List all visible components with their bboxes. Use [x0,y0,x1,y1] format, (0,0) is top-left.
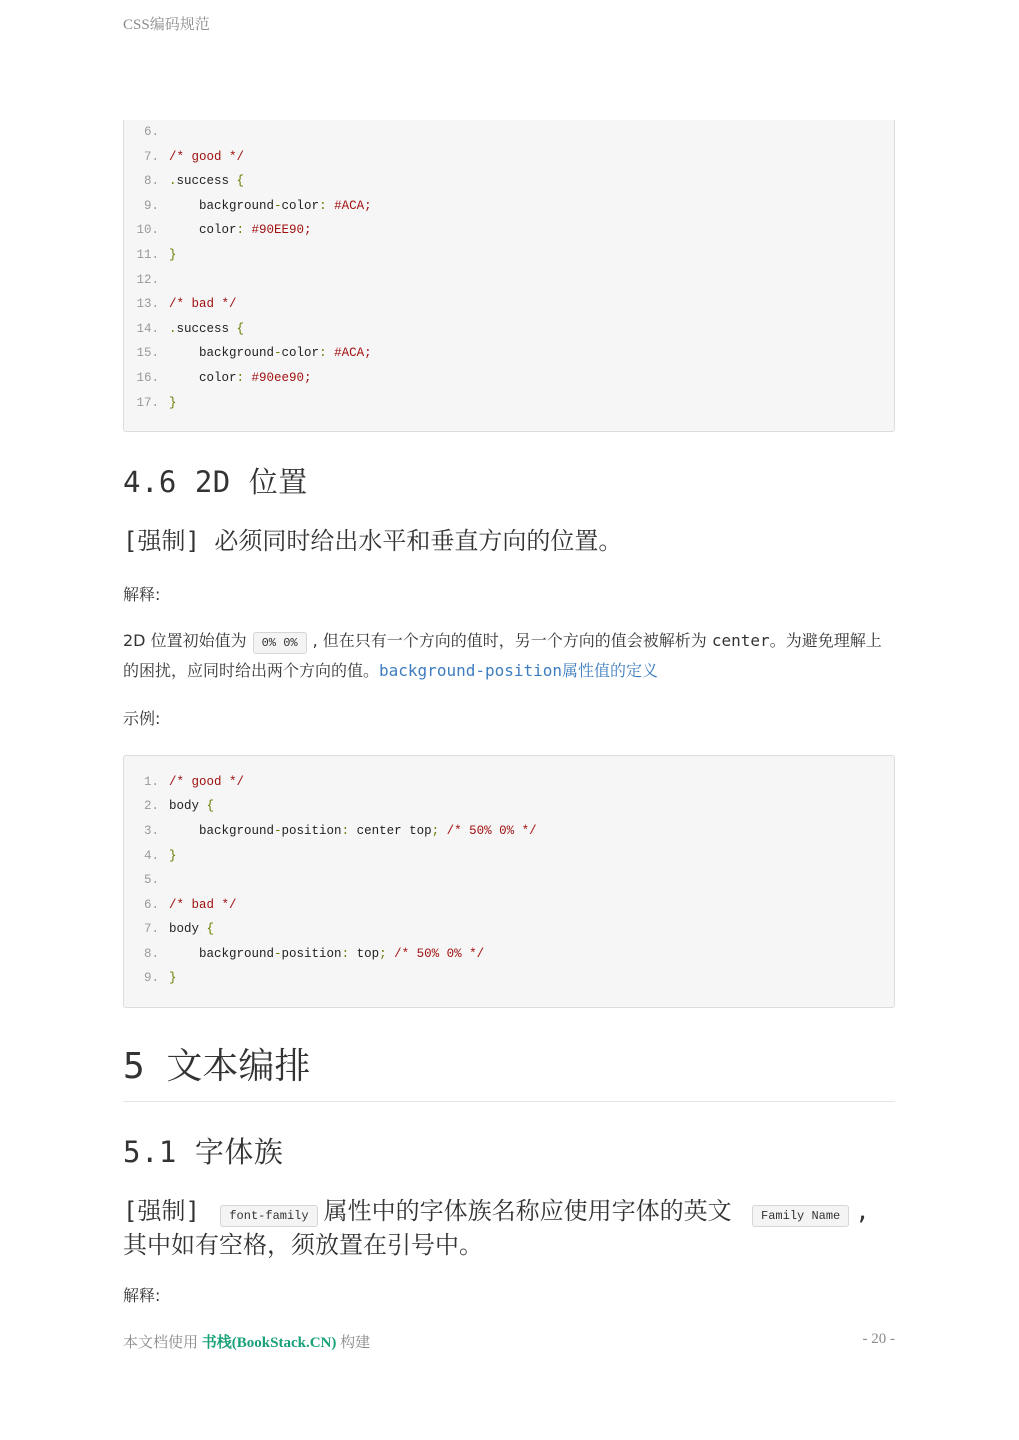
code-token: : [319,198,335,213]
rule-text-b: , [855,1197,870,1226]
line-number: 11. [136,247,159,262]
code-line [124,341,894,366]
rule-heading-2d-position [123,525,895,559]
line-number: 9. [143,971,159,986]
code-token: /* good */ [169,149,245,164]
code-line [124,844,894,869]
inline-code-family-name: Family Name [752,1205,849,1227]
code-line [124,243,894,268]
code-line [124,770,894,795]
code-token: } [169,395,177,410]
code-line [124,194,894,219]
code-token: background [169,198,275,213]
code-line [124,268,894,293]
code-token: - [274,198,282,213]
inline-center: center [711,630,770,650]
code-line [124,292,894,317]
code-token: #ACA; [334,198,372,213]
code-token: - [274,346,282,361]
code-line [124,169,894,194]
code-token: : [236,223,252,238]
code-token: : [236,370,252,385]
footer-prefix: 本文档使用 [123,1335,199,1351]
code-token: color [281,198,320,213]
code-token: - [274,823,282,838]
paragraph-text-b: , 但在只有一个方向的值时，另一个方向的值会被解析为 [312,630,707,650]
chapter-heading-5: 5 文本编排 [123,1038,895,1102]
code-line [124,893,894,918]
background-position-link[interactable]: background-position属性值的定义 [379,660,659,680]
code-line [124,942,894,967]
code-token: } [169,247,177,262]
example-label: 示例: [123,708,161,728]
line-number: 4. [143,848,159,863]
code-block-color-example [123,120,895,432]
code-token: center top [356,823,432,838]
code-token: { [206,922,215,937]
rule-text-a: 属性中的字体族名称应使用字体的英文 [323,1197,732,1226]
code-token: : [319,346,335,361]
code-line [124,366,894,391]
code-token: top [356,946,380,961]
line-number: 17. [136,395,159,410]
line-number: 16. [136,370,159,385]
code-token: #90ee90; [251,370,312,385]
line-number: 1. [143,774,159,789]
code-token: body [169,922,207,937]
code-token: success [176,321,237,336]
code-token: /* bad */ [169,297,237,312]
section-heading-4-6: 4.6 2D 位置 [123,465,308,500]
code-line [124,966,894,991]
code-token: /* 50% 0% */ [446,823,537,838]
running-header: CSS编码规范 [123,17,210,33]
inline-code-font-family: font-family [220,1205,317,1227]
code-line [124,917,894,942]
rule-prefix: [强制] [123,1197,200,1226]
code-token: background [169,346,275,361]
code-token: : [341,946,357,961]
code-token: background [169,823,275,838]
line-number: 8. [143,174,159,189]
footer-suffix: 构建 [340,1335,371,1351]
code-token: } [169,848,177,863]
rule-prefix: [强制] [123,527,200,556]
line-number: 8. [143,946,159,961]
line-number: 10. [136,223,159,238]
code-token: #ACA; [334,346,372,361]
explain-paragraph [123,627,895,685]
code-token: success [176,174,237,189]
code-line [124,218,894,243]
explain-label-5-1: 解释: [123,1286,161,1306]
page-number: - 20 - [862,1331,895,1347]
rule-text-c: 其中如有空格，须放置在引号中。 [123,1230,483,1259]
line-number: 13. [136,297,159,312]
rule-text: 必须同时给出水平和垂直方向的位置。 [214,527,623,556]
page-content [123,120,895,1310]
line-number: 2. [143,799,159,814]
code-line [124,145,894,170]
running-footer [123,1331,895,1352]
code-token: { [236,174,245,189]
line-number: 14. [136,321,159,336]
footer-brand-link[interactable]: 书栈(BookStack.CN) [201,1335,337,1351]
code-line [124,391,894,416]
code-line [124,120,894,145]
code-token: color [169,370,237,385]
line-number: 6. [143,125,159,139]
code-token: background [169,946,275,961]
code-line [124,819,894,844]
code-line [124,794,894,819]
line-number: 7. [143,922,159,937]
line-number: 12. [136,272,159,287]
code-token: /* good */ [169,774,245,789]
code-line [124,317,894,342]
code-token: - [274,946,282,961]
rule-heading-font-family [123,1195,895,1262]
paragraph-text-c: 。为避免理解上的困扰，应同时给出两个方向的值。 [123,630,882,680]
code-line [124,868,894,893]
code-token: { [206,799,215,814]
code-token: } [169,971,177,986]
code-token: . [169,174,177,189]
line-number: 9. [143,198,159,213]
inline-code-initial-value: 0% 0% [253,632,307,654]
code-token: . [169,321,177,336]
line-number: 15. [136,346,159,361]
code-token: : [341,823,357,838]
line-number: 5. [143,873,159,888]
code-token: color [281,346,320,361]
line-number: 7. [143,149,159,164]
code-token: position [281,946,342,961]
code-token: color [169,223,237,238]
code-token: /* 50% 0% */ [394,946,485,961]
code-token: /* bad */ [169,897,237,912]
paragraph-text-a: 2D 位置初始值为 [123,630,247,650]
code-token: ; [431,823,447,838]
code-token: ; [379,946,395,961]
code-token: #90EE90; [251,223,312,238]
code-token: { [236,321,245,336]
line-number: 6. [143,897,159,912]
code-block-position-example [123,755,895,1008]
code-token: body [169,799,207,814]
line-number: 3. [143,823,159,838]
section-heading-5-1: 5.1 字体族 [123,1135,284,1170]
explain-label: 解释: [123,584,161,604]
code-token: position [281,823,342,838]
